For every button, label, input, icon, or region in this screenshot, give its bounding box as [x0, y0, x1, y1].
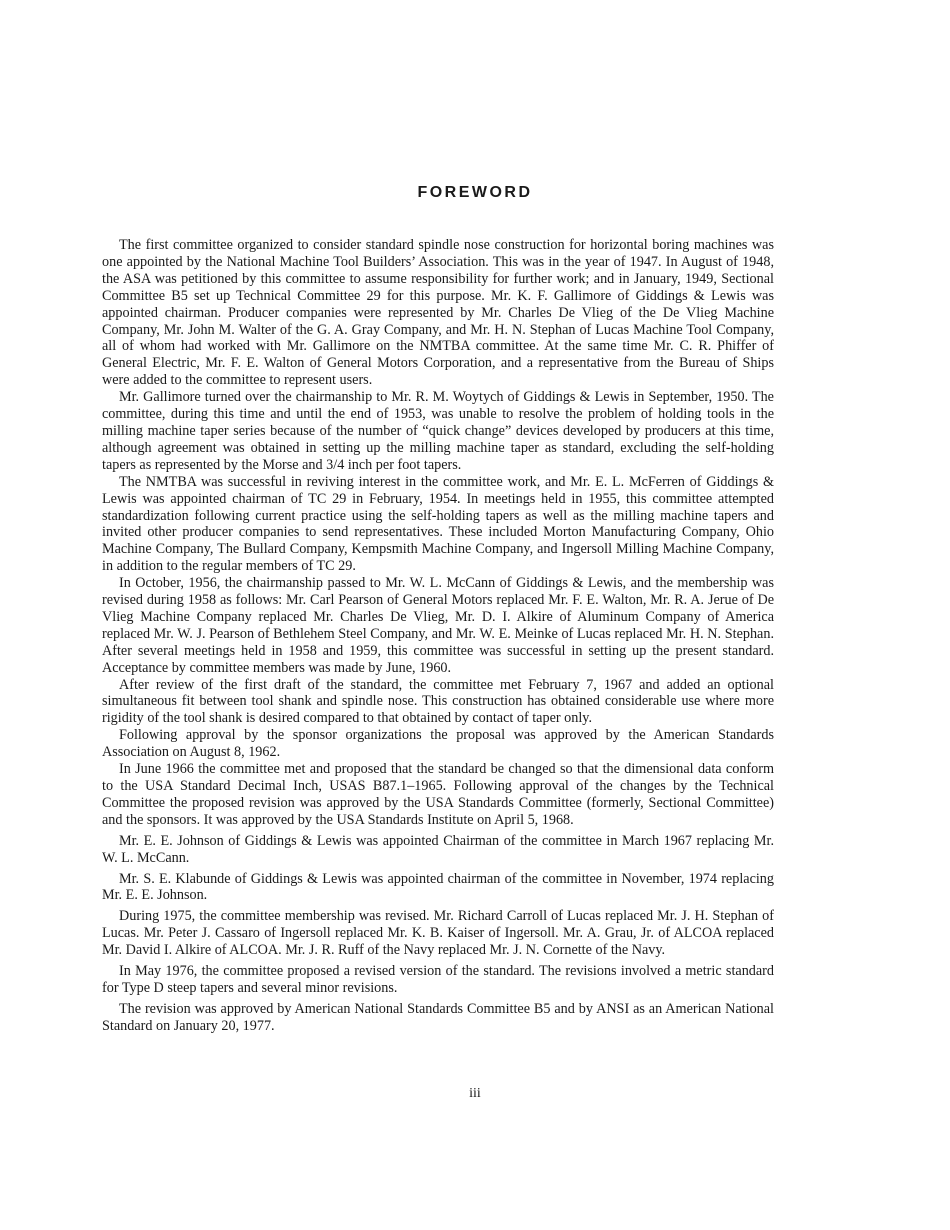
paragraph-8-johnson-chairman: Mr. E. E. Johnson of Giddings & Lewis was appointed Chairman of the committee in March 1967 replacing Mr. W. L. McCann.: [102, 832, 774, 866]
paragraph-11-metric-revision: In May 1976, the committee proposed a revised version of the standard. The revisions involved a metric standard for Type D steep tapers and several minor revisions.: [102, 963, 774, 996]
paragraph-4-mccann-chairmanship: In October, 1956, the chairmanship passed to Mr. W. L. McCann of Giddings & Lewis, and the membership was revised during 1958 as follows: Mr. Carl Pearson of General Motors replaced Mr. F. E. Walton, Mr. R. A. Jerue of De Vlieg Machine Company replaced Mr. Charles De Vlieg, Mr. D. I. Alkire of Aluminum Company of America replaced Mr. W. J. Pearson of Bethlehem Steel Company, and Mr. W. E. Meinke of Lucas replaced Mr. H. N. Stephan. After several meetings held in 1958 and 1959, this committee was successful in setting up the present standard. Acceptance by committee members was made by June, 1960.: [102, 575, 774, 676]
paragraph-5-first-draft-review: After review of the first draft of the standard, the committee met February 7, 1967 and added an optional simultaneous fit between tool shank and spindle nose. This construction has obtained considerable use where more rigidity of the tool shank is desired compared to that obtained by contact of taper only.: [102, 676, 774, 727]
paragraph-1-committee-origin: The first committee organized to consider standard spindle nose construction for horizontal boring machines was one appointed by the National Machine Tool Builders’ Association. This was in the year of 1947. In August of 1948, the ASA was petitioned by this committee to assume responsibility for further work; and in January, 1949, Sectional Committee B5 set up Technical Committee 29 for this purpose. Mr. K. F. Gallimore of Giddings & Lewis was appointed chairman. Producer companies were represented by Mr. Charles De Vlieg of the De Vlieg Machine Company, Mr. John M. Walter of the G. A. Gray Company, and Mr. H. N. Stephan of Lucas Machine Tool Company, all of whom had worked with Mr. Gallimore on the NMTBA committee. At the same time Mr. C. R. Phiffer of General Electric, Mr. F. E. Walton of General Motors Corporation, and a representative from the Bureau of Ships were added to the committee to represent users.: [102, 237, 774, 389]
paragraph-9-klabunde-chairman: Mr. S. E. Klabunde of Giddings & Lewis was appointed chairman of the committee in November, 1974 replacing Mr. E. E. Johnson.: [102, 870, 774, 904]
page-number: iii: [469, 1086, 481, 1101]
paragraph-2-woytych-chairmanship: Mr. Gallimore turned over the chairmanship to Mr. R. M. Woytych of Giddings & Lewis in September, 1950. The committee, during this time and until the end of 1953, was unable to resolve the problem of holding tools in the milling machine taper series because of the number of “quick change” devices developed by producers at this time, although agreement was obtained in setting up the milling machine taper as standard, excluding the self-holding tapers as represented by the Morse and 3/4 inch per foot tapers.: [102, 389, 774, 473]
paragraph-7-decimal-inch-revision: In June 1966 the committee met and proposed that the standard be changed so that the dimensional data conform to the USA Standard Decimal Inch, USAS B87.1–1965. Following approval of the changes by the Technical Committee the proposed revision was approved by the USA Standards Committee (formerly, Sectional Committee) and the sponsors. It was approved by the USA Standards Institute on April 5, 1968.: [102, 761, 774, 828]
page-title: FOREWORD: [417, 184, 533, 201]
paragraph-3-mcferren-chairmanship: The NMTBA was successful in reviving interest in the committee work, and Mr. E. L. McFerren of Giddings & Lewis was appointed chairman of TC 29 in February, 1954. In meetings held in 1955, this committee attempted standardization following current practice using the self-holding tapers as well as the milling machine tapers and invited other producer companies to send representatives. These included Morton Manufacturing Company, Ohio Machine Company, The Bullard Company, Kempsmith Machine Company, and Ingersoll Milling Machine Company, in addition to the regular members of TC 29.: [102, 473, 774, 575]
foreword-body: [102, 237, 774, 1035]
paragraph-6-asa-approval: Following approval by the sponsor organizations the proposal was approved by the American Standards Association on August 8, 1962.: [102, 727, 774, 761]
paragraph-12-ansi-approval: The revision was approved by American National Standards Committee B5 and by ANSI as an American National Standard on January 20, 1977.: [102, 1000, 774, 1034]
paragraph-10-membership-revision: During 1975, the committee membership was revised. Mr. Richard Carroll of Lucas replaced Mr. J. H. Stephan of Lucas. Mr. Peter J. Cassaro of Ingersoll replaced Mr. K. B. Kaiser of Ingersoll. Mr. A. Grau, Jr. of ALCOA replaced Mr. David I. Alkire of ALCOA. Mr. J. R. Ruff of the Navy replaced Mr. J. N. Cornette of the Navy.: [102, 908, 774, 959]
